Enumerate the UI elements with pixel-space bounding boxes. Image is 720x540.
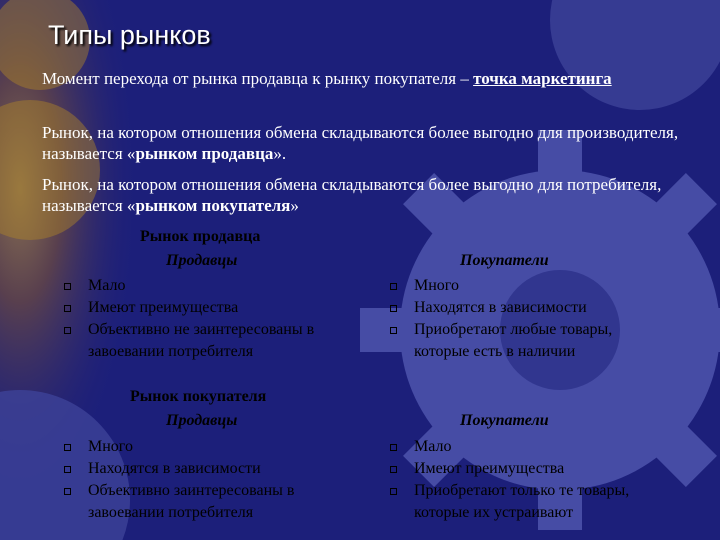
bullet-icon [64,488,71,495]
buyer-market-buyers-header: Покупатели [460,412,549,429]
bullet-icon [64,466,71,473]
list-item: Мало [390,436,640,458]
paragraph-seller-market: Рынок, на котором отношения обмена складываются более выгодно для производителя, называется «рынком продавца». [42,123,679,163]
bullet-icon [390,488,397,495]
bullet-icon [64,305,71,312]
list-item: Приобретают только те товары, которые их устраивают [390,480,640,524]
slide-title: Типы рынков [48,20,211,50]
buyer-market-sellers-list [64,436,374,524]
bullet-icon [64,444,71,451]
bullet-icon [64,327,71,334]
paragraph-buyer-market: Рынок, на котором отношения обмена складываются более выгодно для потребителя, называется «рынком покупателя» [42,175,662,215]
bullet-icon [390,305,397,312]
list-item: Мало [64,275,374,297]
list-item: Объективно не заинтересованы в завоевании потребителя [64,319,374,363]
bullet-icon [390,327,397,334]
buyer-market-title: Рынок покупателя [130,388,267,405]
buyer-market-sellers-header: Продавцы [166,412,238,429]
seller-market-sellers-list [64,275,374,363]
bullet-icon [390,466,397,473]
list-item: Находятся в зависимости [390,297,640,319]
seller-market-buyers-header: Покупатели [460,252,549,269]
list-item: Много [390,275,640,297]
list-item: Много [64,436,374,458]
seller-market-title: Рынок продавца [140,228,261,245]
list-item: Находятся в зависимости [64,458,374,480]
list-item: Имеют преимущества [390,458,640,480]
seller-market-buyers-list [390,275,640,363]
bullet-icon [390,444,397,451]
bullet-icon [64,283,71,290]
paragraph-marketing-point: Момент перехода от рынка продавца к рынку покупателя – точка маркетинга [42,69,612,88]
list-item: Объективно заинтересованы в завоевании потребителя [64,480,374,524]
buyer-market-buyers-list [390,436,640,524]
list-item: Приобретают любые товары, которые есть в наличии [390,319,640,363]
list-item: Имеют преимущества [64,297,374,319]
seller-market-sellers-header: Продавцы [166,252,238,269]
bullet-icon [390,283,397,290]
